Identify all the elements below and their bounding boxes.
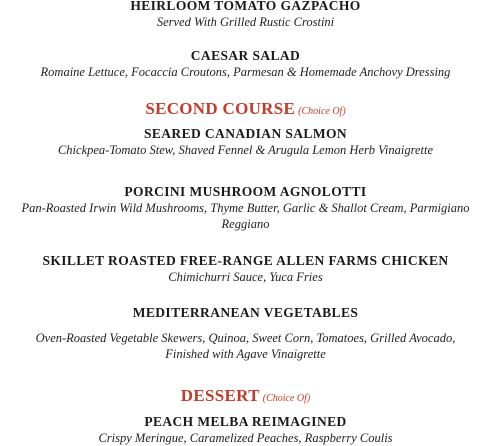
menu-item-caesar-salad xyxy=(0,48,491,80)
section-heading-second-course xyxy=(0,99,491,119)
menu-item-peach-melba xyxy=(0,414,491,446)
menu-item-gazpacho xyxy=(0,0,491,30)
section-heading-dessert xyxy=(0,386,491,406)
section-title: SECOND COURSE xyxy=(145,99,296,118)
item-description: Oven-Roasted Vegetable Skewers, Quinoa, Sweet Corn, Tomatoes, Grilled Avocado, Finished with Agave Vinaigrette xyxy=(35,331,456,361)
section-title: DESSERT xyxy=(180,386,260,405)
menu-item-vegetables xyxy=(30,305,461,362)
menu-item-chicken xyxy=(0,253,491,285)
item-name: PORCINI MUSHROOM AGNOLOTTI xyxy=(124,184,367,199)
item-description: Chimichurri Sauce, Yuca Fries xyxy=(168,270,323,284)
item-name: MEDITERRANEAN VEGETABLES xyxy=(132,305,359,320)
item-name: PEACH MELBA REIMAGINED xyxy=(144,414,347,429)
menu-item-salmon xyxy=(0,126,491,158)
item-description: Romaine Lettuce, Focaccia Croutons, Parmesan & Homemade Anchovy Dressing xyxy=(40,65,451,79)
item-name: HEIRLOOM TOMATO GAZPACHO xyxy=(130,0,361,13)
item-description: Chickpea-Tomato Stew, Shaved Fennel & Arugula Lemon Herb Vinaigrette xyxy=(57,143,434,157)
item-description: Served With Grilled Rustic Crostini xyxy=(156,15,335,29)
item-name: CAESAR SALAD xyxy=(190,48,301,63)
menu-item-agnolotti xyxy=(18,184,473,232)
item-name: SEARED CANADIAN SALMON xyxy=(143,126,348,141)
section-note: (Choice Of) xyxy=(262,393,311,404)
item-name: SKILLET ROASTED FREE-RANGE ALLEN FARMS CHICKEN xyxy=(42,253,449,268)
item-description: Pan-Roasted Irwin Wild Mushrooms, Thyme Butter, Garlic & Shallot Cream, Parmigiano Reggiano xyxy=(21,201,470,231)
item-description: Crispy Meringue, Caramelized Peaches, Raspberry Coulis xyxy=(98,431,393,445)
section-note: (Choice Of) xyxy=(298,106,346,117)
